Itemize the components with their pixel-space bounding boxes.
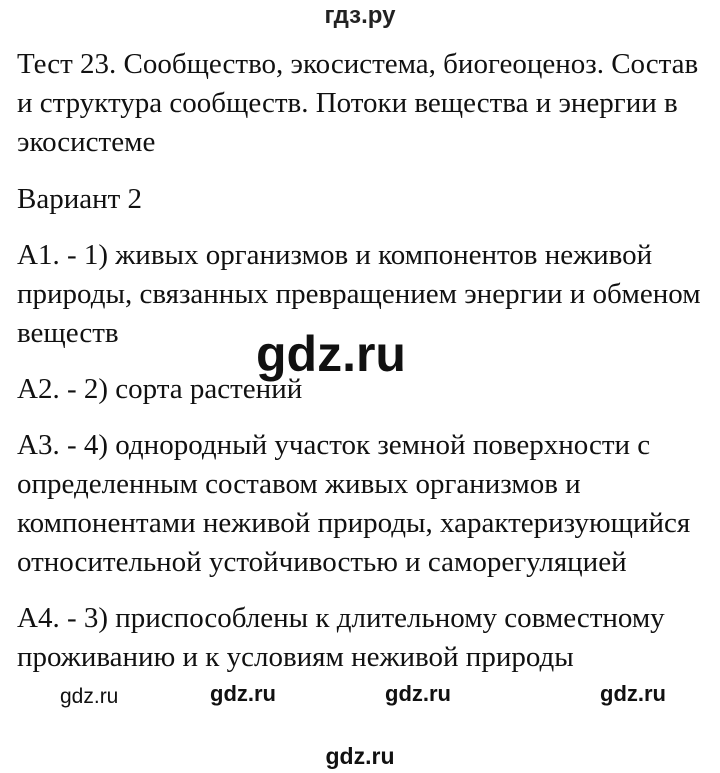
watermark-bottom-4: gdz.ru	[600, 681, 666, 706]
answer-a3: А3. - 4) однородный участок земной поверхности с определенным составом живых организмов и компонентами неживой природы, характеризующийся относительной устойчивостью и саморегуляцией	[17, 429, 691, 578]
watermark-bottom-3: gdz.ru	[385, 681, 451, 706]
watermark-bottom-1: gdz.ru	[60, 685, 119, 708]
variant-label: Вариант 2	[17, 183, 143, 215]
site-footer: gdz.ru	[325, 743, 395, 769]
watermark-bottom-2: gdz.ru	[210, 681, 276, 706]
answer-a2: А2. - 2) сорта растений	[17, 373, 303, 405]
test-title: Тест 23. Сообщество, экосистема, биогеоценоз. Состав и структура сообществ. Потоки вещества и энергии в экосистеме	[17, 48, 699, 158]
answer-a1: А1. - 1) живых организмов и компонентов неживой природы, связанных превращением энергии и обменом веществ	[17, 239, 701, 349]
answer-a4: А4. - 3) приспособлены к длительному совместному проживанию и к условиям неживой природы	[17, 602, 665, 673]
site-header: гдз.ру	[324, 2, 396, 29]
watermark-center: gdz.ru	[256, 326, 406, 382]
